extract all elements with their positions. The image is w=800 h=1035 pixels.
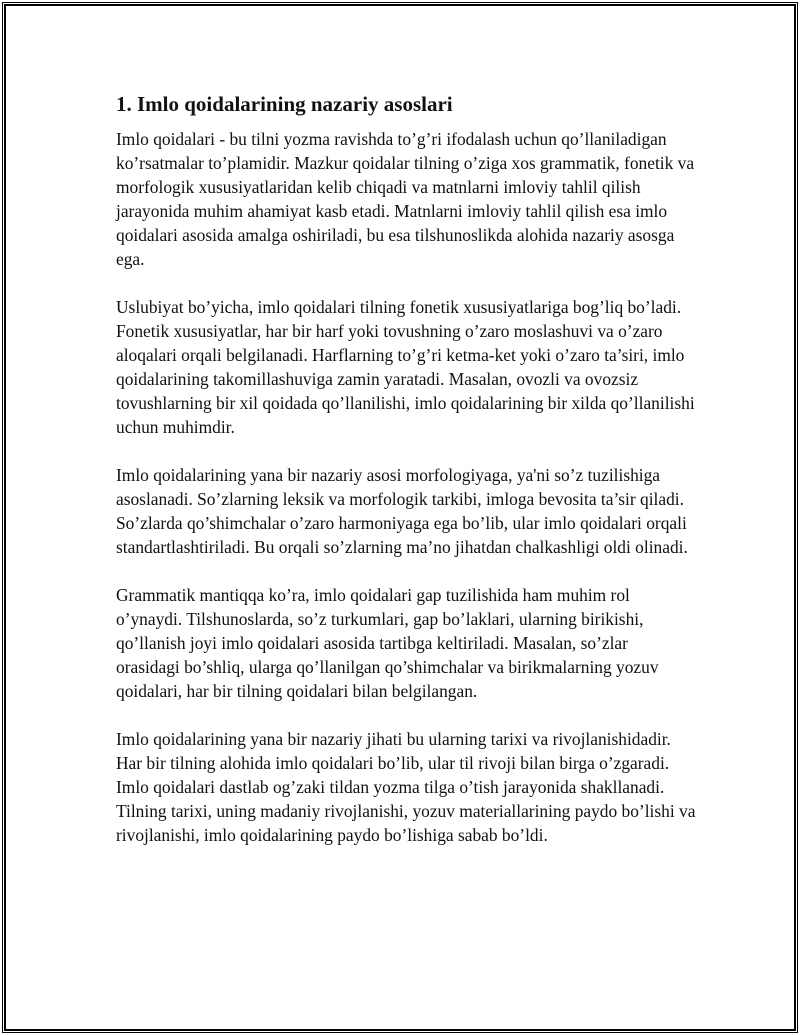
paragraph-4: Grammatik mantiqqa ko’ra, imlo qoidalari gap tuzilishida ham muhim rol o’ynaydi. Tilshunoslarda, so’z turkumlari, gap bo’laklari, ularning birikishi, qo’llanish joyi imlo qoidalari asosida tartibga keltiriladi. Masalan, so’zlar orasidagi bo’shliq, ularga qo’llanilgan qo’shimchalar va birikmalarning yozuv qoidalari, har bir tilning qoidalari bilan belgilangan. (116, 585, 659, 701)
paragraph-2: Uslubiyat bo’yicha, imlo qoidalari tilning fonetik xususiyatlariga bog’liq bo’ladi. Fonetik xususiyatlar, har bir harf yoki tovushning o’zaro moslashuvi va o’zaro aloqalari orqali belgilanadi. Harflarning to’g’ri ketma-ket yoki o’zaro ta’siri, imlo qoidalarining takomillashuviga zamin yaratadi. Masalan, ovozli va ovozsiz tovushlarning bir xil qoidada qo’llanilishi, imlo qoidalarining bir xilda qo’llanilishi uchun muhimdir. (116, 297, 695, 437)
document-body (116, 90, 696, 871)
paragraph-3: Imlo qoidalarining yana bir nazariy asosi morfologiyaga, ya'ni so’z tuzilishiga asoslanadi. So’zlarning leksik va morfologik tarkibi, imloga bevosita ta’sir qiladi. So’zlarda qo’shimchalar o’zaro harmoniyaga ega bo’lib, ular imlo qoidalari orqali standartlashtiriladi. Bu orqali so’zlarning ma’no jihatdan chalkashligi oldi olinadi. (116, 465, 688, 557)
section-heading: 1. Imlo qoidalarining nazariy asoslari (116, 92, 453, 116)
paragraph-1: Imlo qoidalari - bu tilni yozma ravishda to’g’ri ifodalash uchun qo’llaniladigan ko’rsatmalar to’plamidir. Mazkur qoidalar tilning o’ziga xos grammatik, fonetik va morfologik xususiyatlaridan kelib chiqadi va matnlarni imloviy tahlil qilish jarayonida muhim ahamiyat kasb etadi. Matnlarni imloviy tahlil qilish esa imlo qoidalari asosida amalga oshiriladi, bu esa tilshunoslikda alohida nazariy asosga ega. (116, 129, 695, 269)
paragraph-5: Imlo qoidalarining yana bir nazariy jihati bu ularning tarixi va rivojlanishidadir. Har bir tilning alohida imlo qoidalari bo’lib, ular til rivoji bilan birga o’zgaradi. Imlo qoidalari dastlab og’zaki tildan yozma tilga o’tish jarayonida shakllanadi. Tilning tarixi, uning madaniy rivojlanishi, yozuv materiallarining paydo bo’lishi va rivojlanishi, imlo qoidalarining paydo bo’lishiga sabab bo’ldi. (116, 729, 696, 845)
